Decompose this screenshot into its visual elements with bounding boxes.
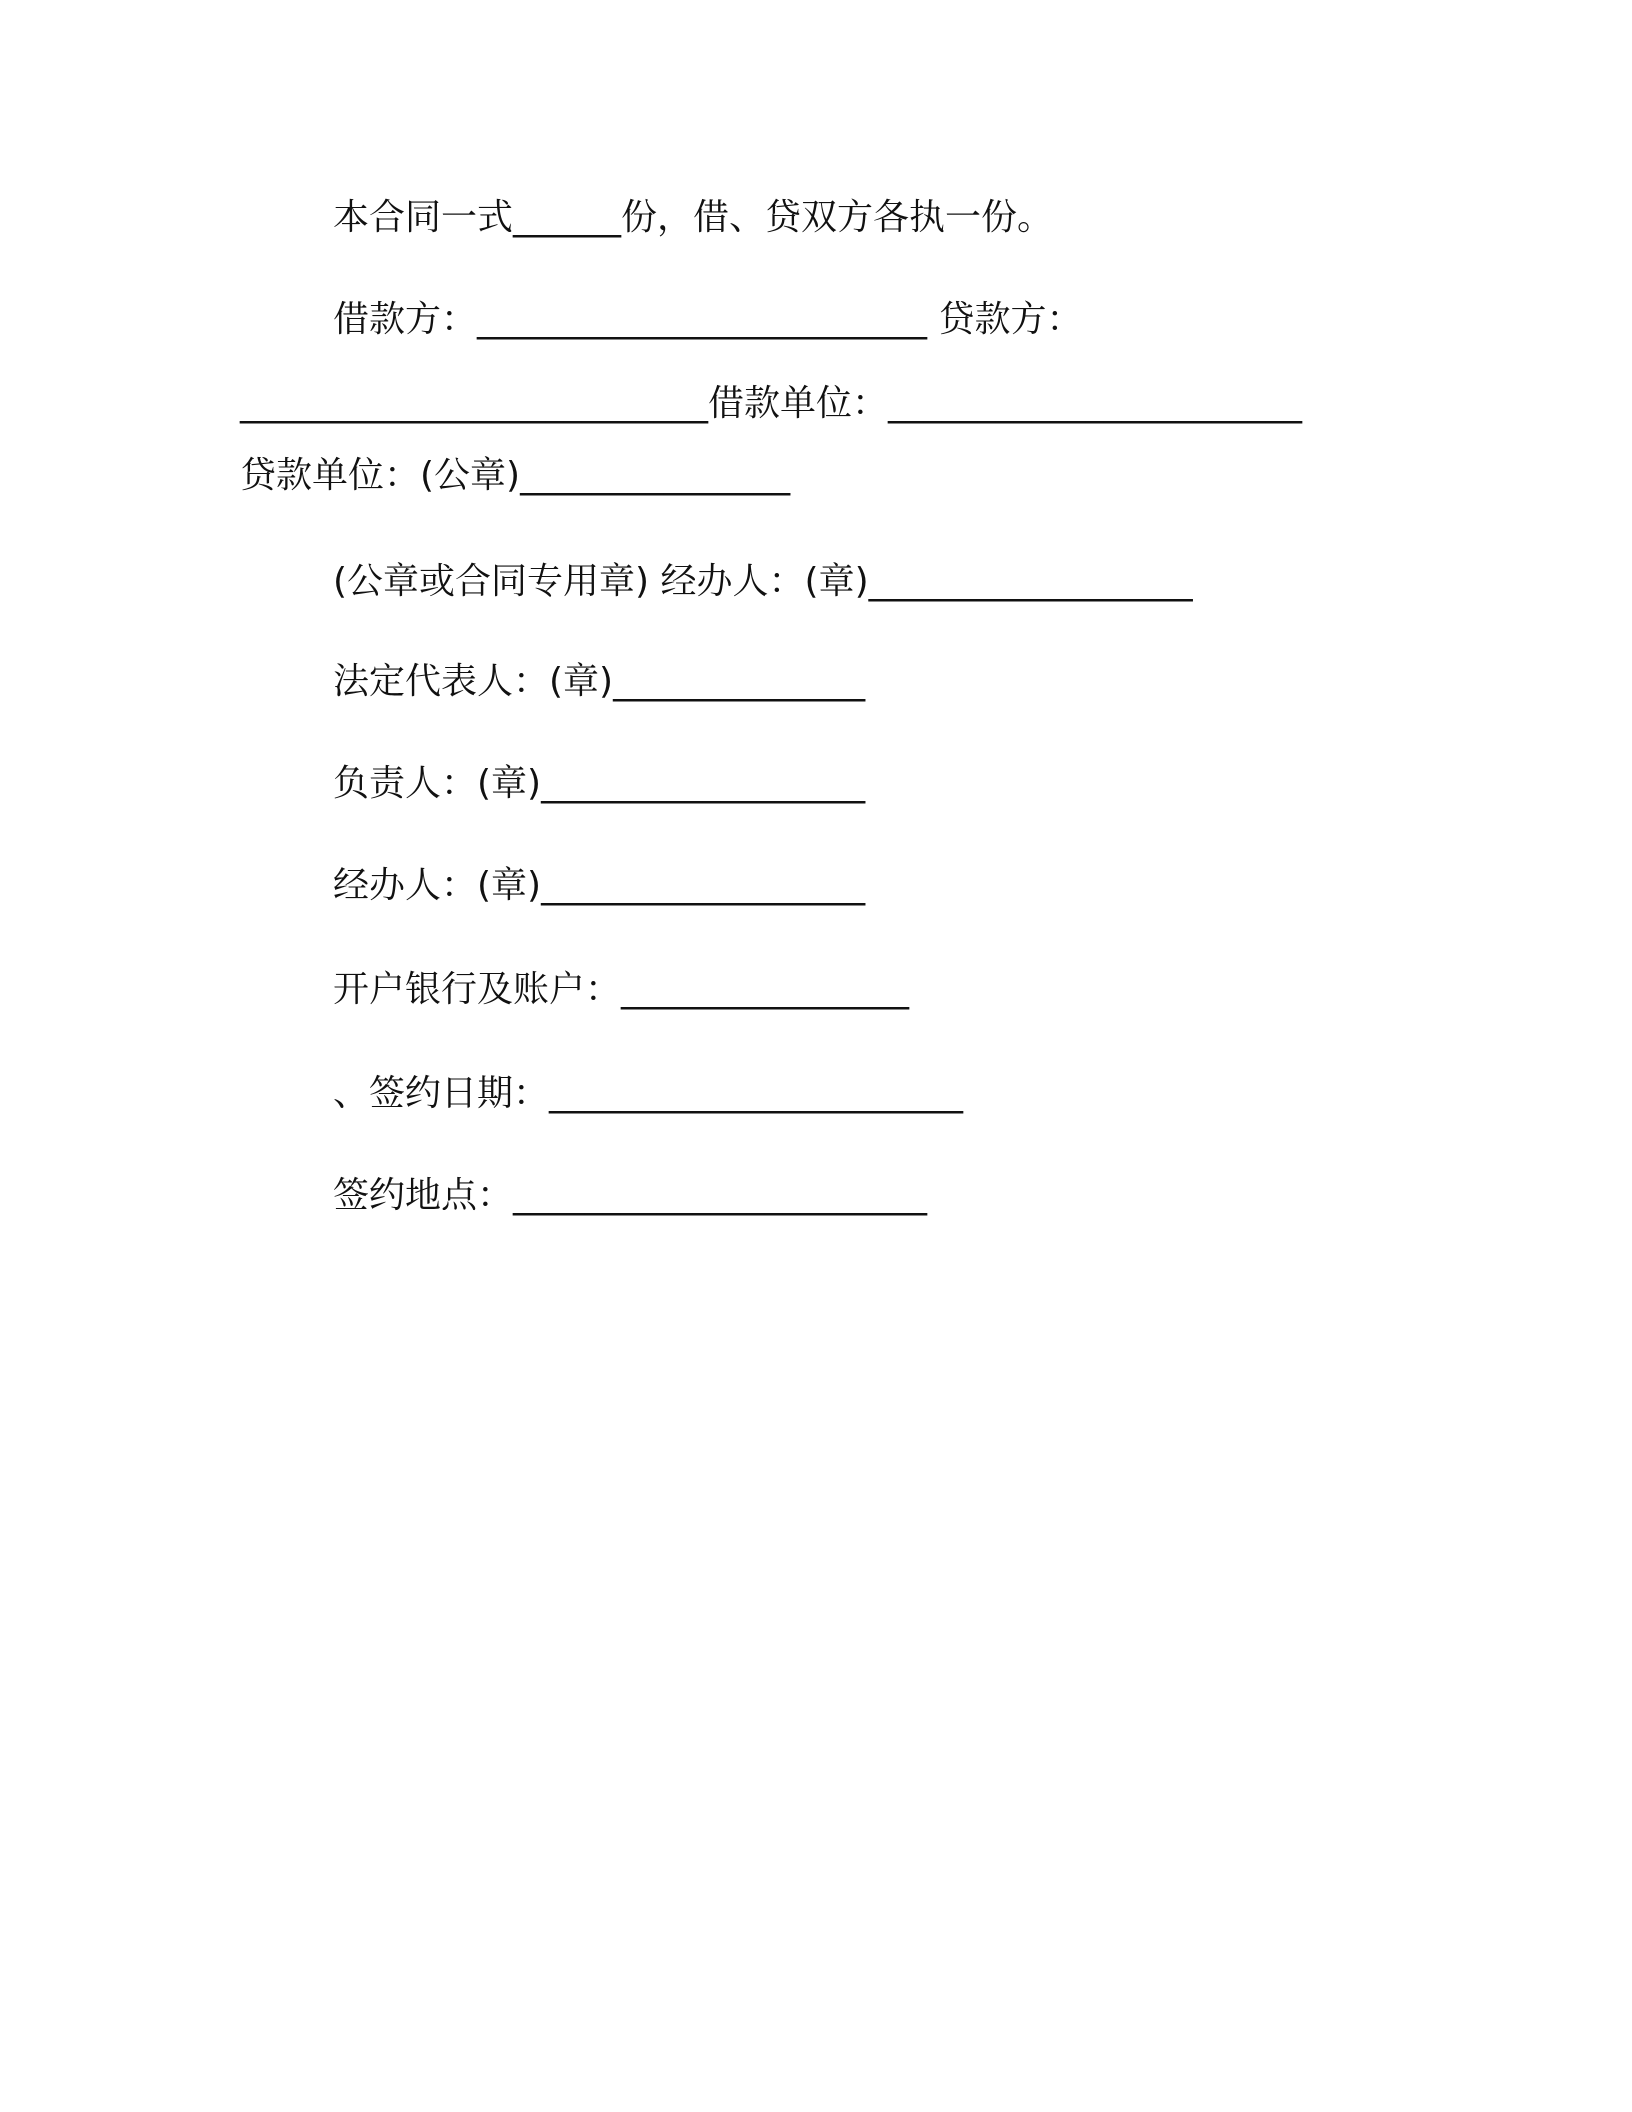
agent-line: 经办人：(章)__________________ [333,865,866,906]
bank-account-line: 开户银行及账户：________________ [333,969,910,1010]
legal-representative-line: 法定代表人：(章)______________ [333,661,866,702]
signing-date-line: 、签约日期：_______________________ [333,1073,964,1114]
borrower-lender-line: 借款方：_________________________ 贷款方： [333,299,1083,340]
contract-seal-agent-line: (公章或合同专用章) 经办人：(章)__________________ [333,561,1193,602]
lending-unit-seal-line: 贷款单位：(公章)_______________ [240,455,791,496]
person-in-charge-line: 负责人：(章)__________________ [333,763,866,804]
copies-clause: 本合同一式______份，借、贷双方各执一份。 [333,197,1054,238]
signing-place-line: 签约地点：_______________________ [333,1175,928,1216]
borrowing-unit-line: __________________________借款单位：_______________________ [240,383,1303,424]
